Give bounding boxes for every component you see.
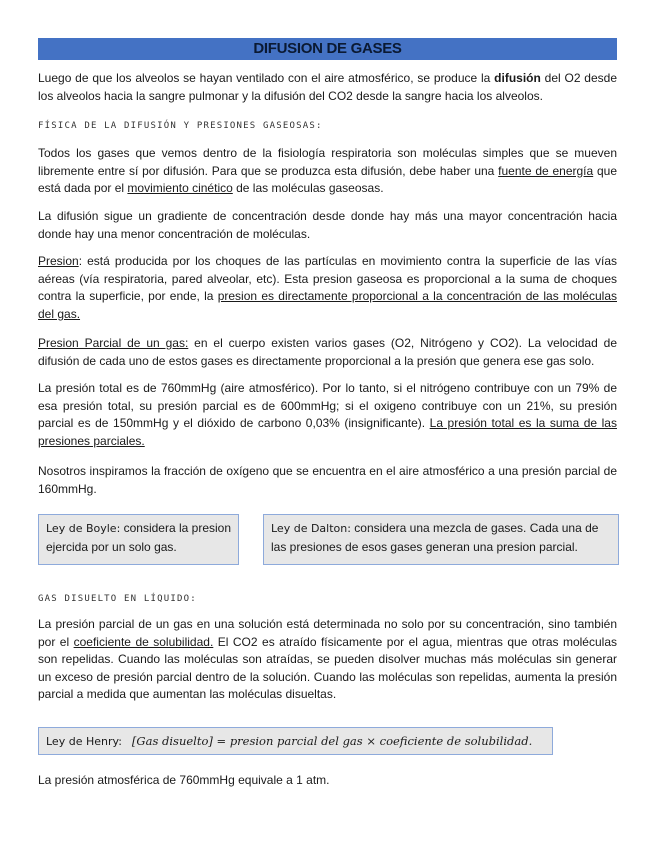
paragraph-presion-parcial: Presion Parcial de un gas: en el cuerpo existen varios gases (O2, Nitrógeno y CO2). La velocidad de difusión de cada uno de estos gases es directamente proporcional a la presión que genera ese gas solo. [38, 336, 617, 368]
paragraph-gases-difusion: Todos los gases que vemos dentro de la fisiología respiratoria son moléculas simples que se mueven libremente entre sí por difusión. Para que se produzca esta difusión, debe haber una fuente de energía que está dada por el movimiento cinético de las moléculas gaseosas. [38, 146, 618, 195]
section-heading-fisica: FÍSICA DE LA DIFUSIÓN Y PRESIONES GASEOSAS: [38, 121, 323, 131]
section-heading-gas-disuelto: GAS DISUELTO EN LÍQUIDO: [38, 594, 197, 604]
paragraph-gradiente: La difusión sigue un gradiente de concentración desde donde hay más una mayor concentración hacia donde hay una menor concentración de moléculas. [38, 209, 617, 241]
law-name-dalton: Ley de Dalton: [271, 522, 351, 535]
document-title: DIFUSION DE GASES [38, 38, 617, 60]
henry-formula: [Gas disuelto] = presion parcial del gas × coeficiente de solubilidad. [131, 734, 533, 748]
term-presion: Presion [38, 254, 79, 268]
underlined-movimiento-cinetico: movimiento cinético [127, 181, 233, 195]
underlined-fuente-energia: fuente de energía [498, 163, 594, 178]
paragraph-presion-total: La presión total es de 760mmHg (aire atmosférico). Por lo tanto, si el nitrógeno contribuye con un 79% de esa presión total, su presión parcial es de 600mmHg; si el oxigeno contribuye con un 21%, su presión parcial es de 150mmHg y el dióxido de carbono 0,03% (insignificante). La presión total es la suma de las presiones parciales. [38, 381, 617, 448]
underlined-presion-proporcional: presion es directamente proporcional a la concentración de las moléculas del gas. [38, 289, 617, 321]
law-box-henry [38, 727, 553, 755]
law-name-boyle: Ley de Boyle: [46, 522, 121, 535]
law-name-henry: Ley de Henry: [46, 735, 122, 748]
law-box-boyle: Ley de Boyle: considera la presion ejercida por un solo gas. [38, 514, 239, 565]
law-box-dalton: Ley de Dalton: considera una mezcla de gases. Cada una de las presiones de esos gases generan una presion parcial. [263, 514, 619, 565]
paragraph-presion: Presion: está producida por los choques de las partículas en movimiento contra la superficie de las vías aéreas (vía respiratoria, pared alveolar, etc). Esta presion gaseosa es proporcional a la suma de choques contra la superficie, por ende, la presion es directamente proporcional a la concentración de las moléculas del gas. [38, 254, 617, 321]
underlined-suma-presiones: La presión total es la suma de las presiones parciales. [38, 416, 617, 448]
underlined-coeficiente-solubilidad: coeficiente de solubilidad. [73, 634, 214, 649]
paragraph-presion-atmosferica: La presión atmosférica de 760mmHg equivale a 1 atm. [38, 773, 330, 787]
intro-paragraph: Luego de que los alveolos se hayan ventilado con el aire atmosférico, se produce la difusión del O2 desde los alveolos hacia la sangre pulmonar y la difusión del CO2 desde la sangre hacia los alveolos. [38, 71, 618, 103]
term-presion-parcial: Presion Parcial de un gas: [38, 336, 189, 350]
paragraph-coeficiente-solubilidad: La presión parcial de un gas en una solución está determinada no solo por su concentración, sino también por el coeficiente de solubilidad. El CO2 es atraído físicamente por el agua, mientras que otras moléculas son repelidas. Cuando las moléculas son atraídas, se pueden disolver muchas más moléculas sin generar un exceso de presión parcial dentro de la solución. Cuando las moléculas son repelidas, aumenta la presión parcial a medida que aumentan las moléculas disueltas. [38, 617, 617, 701]
bold-term-difusion: difusión [494, 71, 541, 85]
paragraph-inspiramos: Nosotros inspiramos la fracción de oxígeno que se encuentra en el aire atmosférico a una presión parcial de 160mmHg. [38, 464, 617, 496]
